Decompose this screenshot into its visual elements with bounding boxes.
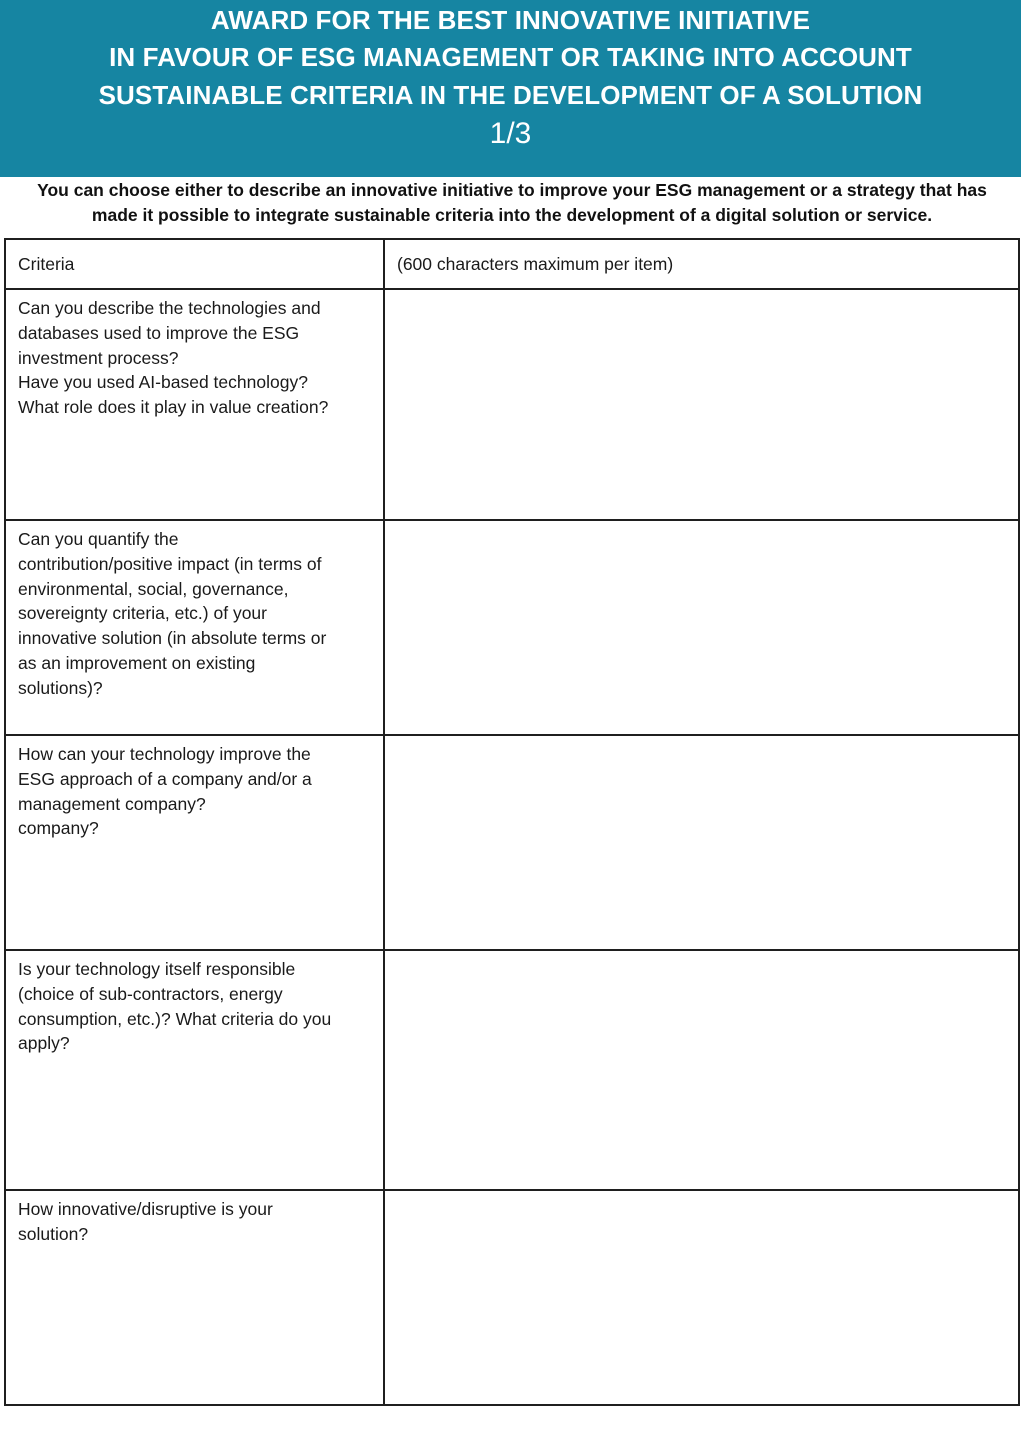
question-text-line: databases used to improve the ESG bbox=[18, 322, 300, 343]
question-text-line: environmental, social, governance, bbox=[18, 578, 289, 599]
table-row bbox=[5, 520, 1019, 735]
page-indicator: 1/3 bbox=[489, 117, 532, 150]
question-text-line: Have you used AI-based technology? bbox=[18, 372, 308, 393]
question-text-line: investment process? bbox=[18, 347, 179, 368]
question-text-line: innovative solution (in absolute terms or bbox=[18, 628, 327, 649]
question-cell bbox=[5, 950, 384, 1190]
question-text-line: management company? bbox=[18, 793, 206, 814]
question-text-line: How can your technology improve the bbox=[18, 744, 311, 764]
award-title-line-2: IN FAVOUR OF ESG MANAGEMENT OR TAKING INTO ACCOUNT bbox=[109, 42, 912, 72]
answer-cell[interactable] bbox=[384, 950, 1019, 1190]
question-text-line: company? bbox=[18, 818, 99, 839]
question-text-line: How innovative/disruptive is your bbox=[18, 1199, 273, 1219]
table-row bbox=[5, 289, 1019, 520]
question-cell bbox=[5, 735, 384, 950]
intro-instructions bbox=[0, 178, 1024, 228]
question-cell bbox=[5, 289, 384, 520]
table-row bbox=[5, 1190, 1019, 1405]
question-cell bbox=[5, 1190, 384, 1405]
criteria-table bbox=[4, 238, 1020, 1406]
answer-cell[interactable] bbox=[384, 1190, 1019, 1405]
answer-cell[interactable] bbox=[384, 735, 1019, 950]
criteria-column-header: Criteria bbox=[5, 239, 384, 289]
question-text-line: Is your technology itself responsible bbox=[18, 959, 296, 979]
award-header bbox=[0, 0, 1021, 177]
intro-line-1: You can choose either to describe an innovative initiative to improve your ESG management or a strategy that has bbox=[37, 180, 987, 200]
question-cell bbox=[5, 520, 384, 735]
question-text-line: sovereignty criteria, etc.) of your bbox=[18, 603, 267, 624]
question-text-line: consumption, etc.)? What criteria do you bbox=[18, 1008, 332, 1029]
question-text-line: solutions)? bbox=[18, 677, 103, 698]
question-text-line: solution? bbox=[18, 1223, 89, 1244]
question-text-line: Can you describe the technologies and bbox=[18, 298, 321, 318]
table-row bbox=[5, 950, 1019, 1190]
table-row bbox=[5, 735, 1019, 950]
award-title-line-1: AWARD FOR THE BEST INNOVATIVE INITIATIVE bbox=[210, 5, 811, 35]
answer-column-header: (600 characters maximum per item) bbox=[384, 239, 1019, 289]
award-title-line-3: SUSTAINABLE CRITERIA IN THE DEVELOPMENT OF A SOLUTION bbox=[98, 80, 923, 110]
question-text-line: as an improvement on existing bbox=[18, 652, 256, 673]
intro-line-2: made it possible to integrate sustainable criteria into the development of a digital solution or service. bbox=[91, 205, 933, 225]
question-text-line: Can you quantify the bbox=[18, 529, 179, 549]
question-text-line: (choice of sub-contractors, energy bbox=[18, 983, 283, 1004]
question-text-line: ESG approach of a company and/or a bbox=[18, 768, 312, 789]
table-header-row bbox=[5, 239, 1019, 289]
question-text-line: What role does it play in value creation? bbox=[18, 397, 329, 418]
question-text-line: contribution/positive impact (in terms of bbox=[18, 553, 322, 574]
question-text-line: apply? bbox=[18, 1033, 70, 1054]
answer-cell[interactable] bbox=[384, 289, 1019, 520]
answer-cell[interactable] bbox=[384, 520, 1019, 735]
